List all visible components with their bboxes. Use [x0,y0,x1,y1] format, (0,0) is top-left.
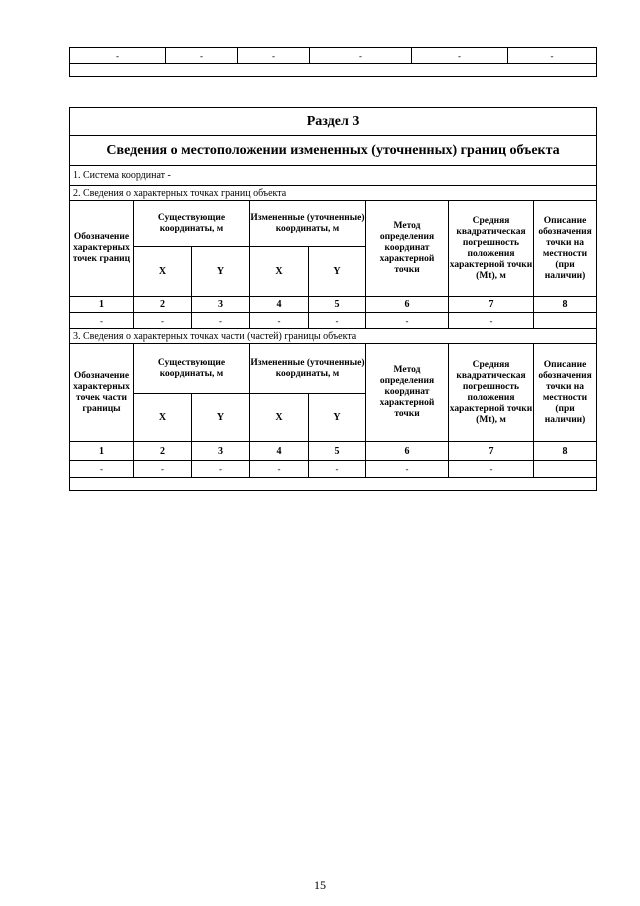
part2-title: 2. Сведения о характерных точках границ объекта [70,186,597,201]
top-cell-2: - [166,48,238,64]
part2-col-number: 8 [534,297,597,313]
part2-header-point: Обозначение характерных точек границ [70,201,134,297]
part2-row-cell: - [134,313,192,329]
part2-header-existing: Существующие координаты, м [134,201,250,247]
part2-row-cell: - [192,313,250,329]
part3-row-cell: - [366,461,449,478]
part2-header-accuracy: Средняя квадратическая погрешность положения характерной точки (Mt), м [449,201,534,297]
part3-header-existing: Существующие координаты, м [134,344,250,394]
section-subtitle: Сведения о местоположении измененных (уточненных) границ объекта [70,136,597,166]
top-cell-6: - [508,48,597,64]
part2-header-existing-y: Y [192,247,250,297]
part2-header-description: Описание обозначения точки на местности (при наличии) [534,201,597,297]
part3-row-cell: - [134,461,192,478]
part3-col-number: 7 [449,442,534,461]
part3-header-point: Обозначение характерных точек части границы [70,344,134,442]
section-title: Раздел 3 [70,108,597,136]
part3-col-number: 6 [366,442,449,461]
part2-header-changed-x: X [250,247,309,297]
top-blank-row [70,64,597,77]
part2-col-number: 3 [192,297,250,313]
part3-col-number: 4 [250,442,309,461]
section-blank-row [70,478,597,491]
part2-header-changed: Измененные (уточненные) координаты, м [250,201,366,247]
part2-header-method: Метод определения координат характерной точки [366,201,449,297]
part3-header-existing-y: Y [192,394,250,442]
part2-col-number: 5 [309,297,366,313]
part3-row-cell: - [449,461,534,478]
part2-col-number: 7 [449,297,534,313]
part3-header-changed: Измененные (уточненные) координаты, м [250,344,366,394]
part2-col-number: 4 [250,297,309,313]
part3-col-number: 1 [70,442,134,461]
part3-header-accuracy: Средняя квадратическая погрешность положения характерной точки (Mt), м [449,344,534,442]
part2-col-number: 1 [70,297,134,313]
top-cell-1: - [70,48,166,64]
part3-header-changed-y: Y [309,394,366,442]
top-cell-3: - [238,48,310,64]
part2-col-number: 2 [134,297,192,313]
part3-row-cell: - [250,461,309,478]
part3-row-cell: - [192,461,250,478]
part2-header-existing-x: X [134,247,192,297]
part2-header-changed-y: Y [309,247,366,297]
part3-col-number: 5 [309,442,366,461]
part3-row-cell: - [309,461,366,478]
part3-header-existing-x: X [134,394,192,442]
part2-row-cell: - [449,313,534,329]
page-number: 15 [314,878,326,892]
part3-header-changed-x: X [250,394,309,442]
part3-title: 3. Сведения о характерных точках части (частей) границы объекта [70,329,597,344]
part3-col-number: 3 [192,442,250,461]
part3-col-number: 8 [534,442,597,461]
part2-col-number: 6 [366,297,449,313]
part3-header-description: Описание обозначения точки на местности (при наличии) [534,344,597,442]
section-3-table [69,107,597,491]
coordinate-system-label: 1. Система координат - [70,166,597,186]
top-fragment-table [69,47,597,77]
part2-row-cell: - [250,313,309,329]
part2-row-cell: - [70,313,134,329]
top-cell-5: - [412,48,508,64]
top-cell-4: - [310,48,412,64]
part2-row-cell [534,313,597,329]
part3-col-number: 2 [134,442,192,461]
part2-row-cell: - [366,313,449,329]
part3-row-cell: - [70,461,134,478]
part3-header-method: Метод определения координат характерной точки [366,344,449,442]
part2-row-cell: - [309,313,366,329]
part3-row-cell [534,461,597,478]
